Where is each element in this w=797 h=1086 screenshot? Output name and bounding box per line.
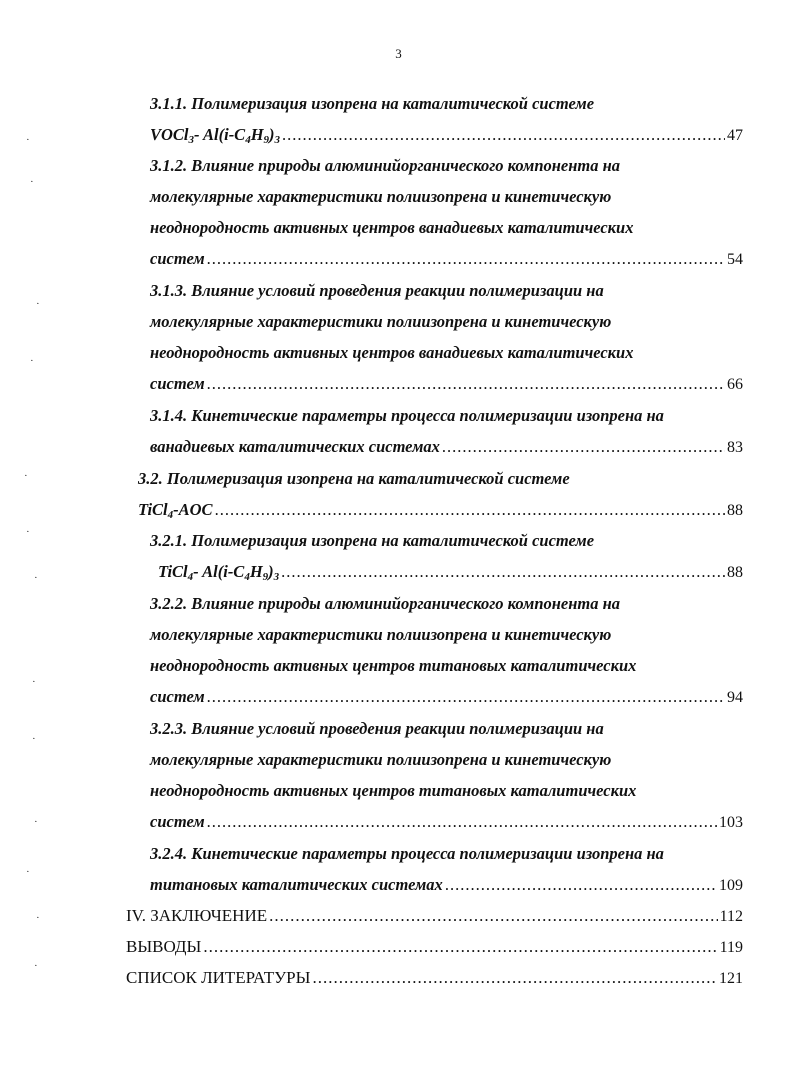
dot-leader xyxy=(312,968,717,988)
toc-entry-text: 3.2.3. Влияние условий проведения реакции полимеризации на xyxy=(150,719,604,738)
toc-line xyxy=(126,968,743,989)
scan-speck: · xyxy=(24,470,28,482)
formula-subscript: 3 xyxy=(273,571,280,583)
dot-leader xyxy=(442,437,725,457)
toc-line xyxy=(150,374,743,395)
toc-line xyxy=(150,812,743,833)
toc-line xyxy=(150,844,664,864)
toc-page-number: 47 xyxy=(727,127,743,144)
formula-part: TiCl xyxy=(158,562,188,581)
toc-page-number: 94 xyxy=(727,689,743,706)
toc-entry-text: 3.2.1. Полимеризация изопрена на каталитической системе xyxy=(150,531,595,550)
scan-speck: · xyxy=(32,733,36,745)
toc-line xyxy=(150,781,636,801)
toc-entry-text: неоднородность активных центров ванадиевых каталитических xyxy=(150,218,634,237)
toc-line xyxy=(150,218,633,238)
toc-entry-text: молекулярные характеристики полиизопрена и кинетическую xyxy=(150,750,612,769)
toc-line xyxy=(150,875,743,896)
toc-entry-text: 3.1.2. Влияние природы алюминийорганического компонента на xyxy=(150,156,621,175)
scan-speck: · xyxy=(34,572,38,584)
formula-subscript: 4 xyxy=(167,509,174,521)
toc-line xyxy=(150,281,604,301)
formula-subscript: 9 xyxy=(262,571,269,583)
toc-page-number: 119 xyxy=(719,939,743,956)
toc-page-number: 109 xyxy=(719,877,743,894)
toc-line xyxy=(150,656,636,676)
formula-subscript: 4 xyxy=(245,134,251,146)
toc-line xyxy=(150,750,611,770)
toc-line xyxy=(150,249,743,270)
toc-page-number: 88 xyxy=(727,502,743,519)
scan-speck: · xyxy=(36,298,40,310)
formula-subscript: 4 xyxy=(244,571,250,583)
toc-line xyxy=(150,531,594,551)
formula-subscript: 3 xyxy=(188,134,195,146)
scan-speck: · xyxy=(26,866,30,878)
dot-leader xyxy=(207,249,725,269)
toc-line xyxy=(150,625,611,645)
toc-entry-text: систем xyxy=(150,812,205,831)
toc-line xyxy=(150,719,604,739)
toc-line xyxy=(138,469,570,489)
toc-entry-text: ВЫВОДЫ xyxy=(126,937,202,956)
toc-line xyxy=(150,406,664,426)
toc-entry-text: 3.2. Полимеризация изопрена на каталитической системе xyxy=(138,469,570,488)
toc-entry-text: 3.1.3. Влияние условий проведения реакции полимеризации на xyxy=(150,281,604,300)
toc-entry-text: СПИСОК ЛИТЕРАТУРЫ xyxy=(126,968,311,987)
toc-line xyxy=(138,500,743,521)
dot-leader xyxy=(269,906,717,926)
toc-page-number: 83 xyxy=(727,439,743,456)
toc-entry-text: неоднородность активных центров ванадиевых каталитических xyxy=(150,343,634,362)
formula-part: TiCl xyxy=(138,500,168,519)
toc-line xyxy=(150,687,743,708)
scan-speck: · xyxy=(30,355,34,367)
scan-speck: · xyxy=(34,960,38,972)
toc-page-number: 88 xyxy=(727,564,743,581)
formula-subscript: 9 xyxy=(263,134,270,146)
scan-speck: · xyxy=(32,676,36,688)
toc-line xyxy=(150,187,611,207)
toc-entry-text xyxy=(150,125,280,145)
scan-speck: · xyxy=(26,526,30,538)
toc-entry-text: ванадиевых каталитических системах xyxy=(150,437,440,456)
formula-part: - Al(i-C xyxy=(194,125,246,144)
toc-line xyxy=(150,312,611,332)
page-number: 3 xyxy=(395,46,402,61)
toc-entry-text: систем xyxy=(150,249,205,268)
toc-entry-text: неоднородность активных центров титановых каталитических xyxy=(150,656,637,675)
formula-part: ) xyxy=(269,125,275,144)
formula-part: ) xyxy=(268,562,274,581)
toc-page-number: 103 xyxy=(719,814,743,831)
formula-part: H xyxy=(249,562,263,581)
dot-leader xyxy=(207,812,717,832)
scan-speck: · xyxy=(36,912,40,924)
toc-line xyxy=(150,94,594,114)
toc-page-number: 66 xyxy=(727,376,743,393)
toc-entry-text: 3.2.4. Кинетические параметры процесса полимеризации изопрена на xyxy=(150,844,664,863)
toc-page-number: 54 xyxy=(727,251,743,268)
formula-part: -AOC xyxy=(173,500,213,519)
formula-subscript: 4 xyxy=(187,571,194,583)
toc-line xyxy=(126,906,743,927)
scan-speck: · xyxy=(34,816,38,828)
toc-entry-text: титановых каталитических системах xyxy=(150,875,443,894)
toc-entry-text: молекулярные характеристики полиизопрена и кинетическую xyxy=(150,625,612,644)
dot-leader xyxy=(215,500,725,520)
scan-speck: · xyxy=(26,134,30,146)
formula-part: H xyxy=(250,125,264,144)
formula-subscript: 3 xyxy=(274,134,281,146)
toc-entry-text: молекулярные характеристики полиизопрена и кинетическую xyxy=(150,187,612,206)
formula-part: - Al(i-C xyxy=(193,562,245,581)
toc-entry-text xyxy=(158,562,279,582)
toc-entry-text: 3.1.4. Кинетические параметры процесса полимеризации изопрена на xyxy=(150,406,664,425)
toc-page-number: 112 xyxy=(719,908,743,925)
toc-entry-text: систем xyxy=(150,374,205,393)
toc-entry-text: IV. ЗАКЛЮЧЕНИЕ xyxy=(126,906,268,925)
scan-speck: · xyxy=(30,176,34,188)
toc-entry-text: систем xyxy=(150,687,205,706)
dot-leader xyxy=(207,374,725,394)
toc-line xyxy=(150,437,743,458)
toc-line xyxy=(150,594,620,614)
dot-leader xyxy=(207,687,725,707)
toc-line xyxy=(150,125,743,146)
toc-entry-text: 3.1.1. Полимеризация изопрена на каталитической системе xyxy=(150,94,595,113)
dot-leader xyxy=(282,125,725,145)
toc-entry-text: неоднородность активных центров титановых каталитических xyxy=(150,781,637,800)
toc-page-number: 121 xyxy=(719,970,743,987)
toc-entry-text: молекулярные характеристики полиизопрена и кинетическую xyxy=(150,312,612,331)
toc-entry-text xyxy=(138,500,213,520)
toc-line xyxy=(150,156,620,176)
toc-line xyxy=(150,343,633,363)
dot-leader xyxy=(445,875,717,895)
formula-part: VOCl xyxy=(150,125,189,144)
toc-line xyxy=(158,562,743,583)
toc-entry-text: 3.2.2. Влияние природы алюминийорганического компонента на xyxy=(150,594,621,613)
toc-line xyxy=(126,937,743,958)
dot-leader xyxy=(281,562,725,582)
dot-leader xyxy=(203,937,717,957)
